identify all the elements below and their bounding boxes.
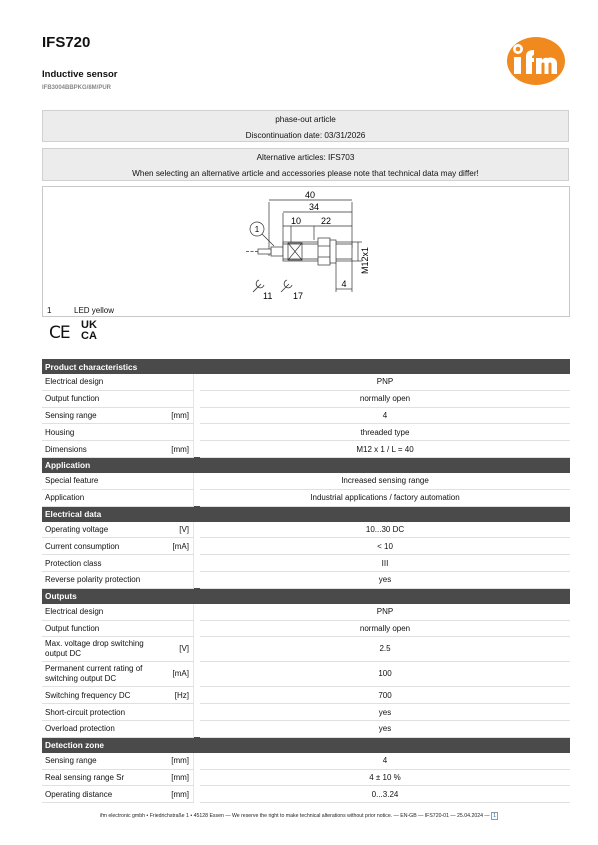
- row-value: threaded type: [200, 424, 570, 441]
- row-unit: [166, 620, 194, 637]
- table-row: [42, 538, 570, 555]
- row-label: Operating voltage: [42, 522, 166, 538]
- table-row: [42, 687, 570, 704]
- dimension-label: 34: [308, 202, 320, 212]
- wrench-size-label: 17: [293, 291, 304, 301]
- row-unit: [166, 424, 194, 441]
- row-unit: [166, 571, 194, 588]
- row-unit: [mm]: [166, 753, 194, 769]
- section-header: [42, 737, 570, 753]
- dimension-label: 4: [341, 279, 347, 289]
- section-title: Detection zone: [42, 737, 570, 753]
- dimension-drawing: [236, 188, 386, 303]
- table-row: [42, 769, 570, 786]
- notice-line: Discontinuation date: 03/31/2026: [245, 131, 366, 140]
- row-label: Reverse polarity protection: [42, 571, 166, 588]
- row-value: Industrial applications / factory automation: [200, 489, 570, 506]
- row-label: Sensing range: [42, 407, 166, 424]
- row-unit: [mA]: [166, 538, 194, 555]
- row-unit: [166, 473, 194, 489]
- row-label: Output function: [42, 390, 166, 407]
- row-unit: [166, 555, 194, 572]
- row-value: < 10: [200, 538, 570, 555]
- row-label: Operating distance: [42, 786, 166, 803]
- row-label: Real sensing range Sr: [42, 769, 166, 786]
- row-unit: [mm]: [166, 441, 194, 458]
- row-value: 100: [200, 662, 570, 687]
- row-unit: [mm]: [166, 407, 194, 424]
- row-label: Dimensions: [42, 441, 166, 458]
- table-row: [42, 571, 570, 588]
- row-label: Permanent current rating of switching output DC: [42, 662, 166, 687]
- ukca-mark-bottom: CA: [81, 330, 97, 342]
- row-value: 10...30 DC: [200, 522, 570, 538]
- row-label: Electrical design: [42, 374, 166, 390]
- table-row: [42, 720, 570, 737]
- row-unit: [mm]: [166, 769, 194, 786]
- legend-text: LED yellow: [74, 306, 115, 315]
- row-value: normally open: [200, 620, 570, 637]
- row-label: Max. voltage drop switching output DC: [42, 637, 166, 662]
- row-value: 4: [200, 407, 570, 424]
- table-row: [42, 374, 570, 390]
- row-label: Current consumption: [42, 538, 166, 555]
- row-label: Overload protection: [42, 720, 166, 737]
- table-row: [42, 522, 570, 538]
- row-value: yes: [200, 704, 570, 721]
- row-label: Protection class: [42, 555, 166, 572]
- row-value: Increased sensing range: [200, 473, 570, 489]
- footer-page-link[interactable]: 1: [493, 813, 496, 819]
- row-value: 700: [200, 687, 570, 704]
- row-value: yes: [200, 720, 570, 737]
- ce-mark: CE: [49, 323, 70, 343]
- page-footer: [0, 813, 598, 819]
- table-row: [42, 620, 570, 637]
- row-unit: [166, 374, 194, 390]
- row-label: Sensing range: [42, 753, 166, 769]
- table-row: [42, 786, 570, 803]
- row-value: PNP: [200, 374, 570, 390]
- table-row: [42, 555, 570, 572]
- section-header: [42, 506, 570, 522]
- phase-out-notice: [42, 110, 569, 142]
- table-row: [42, 441, 570, 458]
- dimension-label: 40: [304, 190, 316, 200]
- row-value: 2.5: [200, 637, 570, 662]
- section-title: Application: [42, 457, 570, 473]
- row-value: yes: [200, 571, 570, 588]
- article-code: IFB3004BBPKG/8M/PUR: [42, 85, 112, 91]
- row-label: Housing: [42, 424, 166, 441]
- table-row: [42, 489, 570, 506]
- row-value: M12 x 1 / L = 40: [200, 441, 570, 458]
- section-header: [42, 588, 570, 604]
- legend-number: 1: [47, 306, 52, 315]
- notice-line: phase-out article: [275, 115, 336, 124]
- row-unit: [V]: [166, 637, 194, 662]
- row-value: 0...3.24: [200, 786, 570, 803]
- table-row: [42, 637, 570, 662]
- notice-line: Alternative articles: IFS703: [256, 153, 355, 162]
- row-unit: [166, 604, 194, 620]
- alternative-notice: [42, 148, 569, 181]
- row-value: III: [200, 555, 570, 572]
- row-value: normally open: [200, 390, 570, 407]
- row-value: PNP: [200, 604, 570, 620]
- table-row: [42, 704, 570, 721]
- table-row: [42, 390, 570, 407]
- table-row: [42, 473, 570, 489]
- table-row: [42, 753, 570, 769]
- row-unit: [mA]: [166, 662, 194, 687]
- row-unit: [166, 390, 194, 407]
- row-label: Switching frequency DC: [42, 687, 166, 704]
- thread-label: M12x1: [360, 246, 370, 274]
- table-row: [42, 424, 570, 441]
- ukca-mark-top: UK: [81, 319, 97, 331]
- row-label: Electrical design: [42, 604, 166, 620]
- product-type: Inductive sensor: [42, 69, 118, 80]
- dimension-label: 10: [290, 216, 302, 226]
- section-header: [42, 359, 570, 374]
- row-unit: [V]: [166, 522, 194, 538]
- page-title: IFS720: [42, 34, 91, 51]
- row-unit: [166, 489, 194, 506]
- row-unit: [166, 704, 194, 721]
- wrench-size-label: 11: [263, 291, 273, 301]
- wrench-icon: [281, 280, 292, 292]
- notice-line: When selecting an alternative article and accessories please note that technical data may differ!: [132, 169, 479, 178]
- ifm-logo: [507, 37, 565, 85]
- row-unit: [166, 720, 194, 737]
- row-unit: [mm]: [166, 786, 194, 803]
- section-title: Outputs: [42, 588, 570, 604]
- section-header: [42, 457, 570, 473]
- row-label: Short-circuit protection: [42, 704, 166, 721]
- section-title: Electrical data: [42, 506, 570, 522]
- row-unit: [Hz]: [166, 687, 194, 704]
- section-title: Product characteristics: [42, 359, 570, 374]
- callout-label: 1: [254, 225, 260, 234]
- row-label: Output function: [42, 620, 166, 637]
- row-label: Special feature: [42, 473, 166, 489]
- dimension-label: 22: [320, 216, 332, 226]
- footer-text: ifm electronic gmbh • Friedrichstraße 1 • 45128 Essen — We reserve the right to make technical alterations without prior notice. — EN-GB — IFS720-01 — 25.04.2024 —: [100, 813, 490, 819]
- row-label: Application: [42, 489, 166, 506]
- table-row: [42, 407, 570, 424]
- row-value: 4 ± 10 %: [200, 769, 570, 786]
- row-value: 4: [200, 753, 570, 769]
- table-row: [42, 662, 570, 687]
- specification-table: [42, 359, 570, 803]
- table-row: [42, 604, 570, 620]
